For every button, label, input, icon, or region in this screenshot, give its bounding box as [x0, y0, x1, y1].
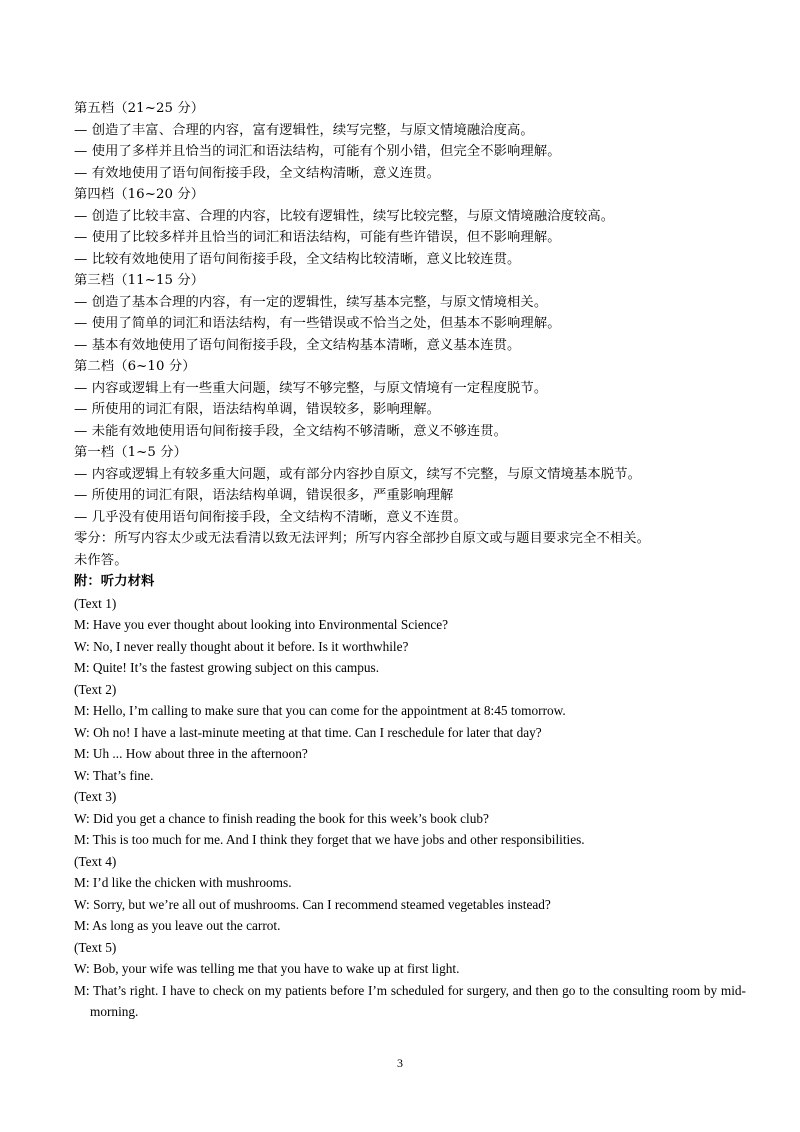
- rubric-criterion: — 使用了比较多样并且恰当的词汇和语法结构，可能有些许错误，但不影响理解。: [74, 230, 561, 245]
- rubric-criterion: — 创造了基本合理的内容，有一定的逻辑性，续写基本完整，与原文情境相关。: [74, 294, 548, 310]
- rubric-criterion: — 有效地使用了语句间衔接手段，全文结构清晰，意义连贯。: [74, 165, 441, 181]
- rubric-criterion: — 比较有效地使用了语句间衔接手段，全文结构比较清晰，意义比较连贯。: [74, 251, 521, 267]
- unanswered-note: 未作答。: [74, 552, 128, 568]
- transcript-label: (Text 5): [74, 939, 117, 955]
- dialogue-line: M: Hello, I’m calling to make sure that you can come for the appointment at 8:45 tomorrow.: [74, 703, 566, 718]
- transcript-label: (Text 4): [74, 853, 117, 869]
- grade-heading-2: 第二档（6~10 分）: [74, 359, 196, 374]
- rubric-criterion: — 内容或逻辑上有较多重大问题，或有部分内容抄自原文，续写不完整，与原文情境基本脱节。: [74, 466, 641, 482]
- transcript-label: (Text 2): [74, 681, 117, 697]
- rubric-criterion: — 创造了比较丰富、合理的内容，比较有逻辑性，续写比较完整，与原文情境融洽度较高。: [74, 208, 615, 224]
- rubric-criterion: — 基本有效地使用了语句间衔接手段，全文结构基本清晰，意义基本连贯。: [74, 337, 521, 353]
- dialogue-line: W: That’s fine.: [74, 767, 154, 783]
- grade-heading-4: 第四档（16~20 分）: [74, 187, 205, 202]
- transcript-label: (Text 1): [74, 595, 117, 611]
- rubric-criterion: — 所使用的词汇有限，语法结构单调，错误较多，影响理解。: [74, 402, 441, 417]
- dialogue-line: M: I’d like the chicken with mushrooms.: [74, 875, 292, 890]
- rubric-criterion: — 内容或逻辑上有一些重大问题，续写不够完整，与原文情境有一定程度脱节。: [74, 380, 548, 396]
- rubric-criterion: — 创造了丰富、合理的内容，富有逻辑性，续写完整，与原文情境融洽度高。: [74, 122, 534, 138]
- grade-heading-3: 第三档（11~15 分）: [74, 273, 205, 288]
- dialogue-line: M: This is too much for me. And I think they forget that we have jobs and other responsibilities.: [74, 832, 585, 847]
- rubric-criterion: — 所使用的词汇有限，语法结构单调，错误很多，严重影响理解: [74, 488, 454, 503]
- dialogue-line: W: No, I never really thought about it before. Is it worthwhile?: [74, 638, 409, 654]
- rubric-criterion: — 未能有效地使用语句间衔接手段，全文结构不够清晰，意义不够连贯。: [74, 423, 508, 439]
- rubric-criterion: — 使用了简单的词汇和语法结构，有一些错误或不恰当之处，但基本不影响理解。: [74, 316, 561, 331]
- appendix-title: 附：听力材料: [74, 574, 155, 589]
- dialogue-line: M: Uh ... How about three in the afternoon?: [74, 746, 308, 761]
- document-page: [74, 98, 746, 1023]
- transcript-label: (Text 3): [74, 789, 117, 804]
- grade-heading-1: 第一档（1~5 分）: [74, 445, 188, 460]
- page-number: 3: [397, 1056, 403, 1070]
- rubric-criterion: — 使用了多样并且恰当的词汇和语法结构，可能有个别小错，但完全不影响理解。: [74, 144, 561, 159]
- grade-heading-5: 第五档（21~25 分）: [74, 101, 205, 116]
- dialogue-line: W: Oh no! I have a last-minute meeting at that time. Can I reschedule for later that day?: [74, 724, 542, 740]
- rubric-criterion: — 几乎没有使用语句间衔接手段，全文结构不清晰，意义不连贯。: [74, 509, 467, 525]
- dialogue-line: W: Sorry, but we’re all out of mushrooms. Can I recommend steamed vegetables instead?: [74, 896, 551, 912]
- dialogue-line: M: Have you ever thought about looking into Environmental Science?: [74, 617, 449, 632]
- zero-score-note: 零分：所写内容太少或无法看清以致无法评判；所写内容全部抄自原文或与题目要求完全不相关。: [74, 531, 651, 546]
- dialogue-line: M: Quite! It’s the fastest growing subject on this campus.: [74, 660, 380, 675]
- dialogue-line: W: Bob, your wife was telling me that you have to wake up at first light.: [74, 961, 460, 976]
- dialogue-line: M: That’s right. I have to check on my patients before I’m scheduled for surgery, and then go to the consulting room by mid-morning.: [74, 982, 746, 1019]
- dialogue-line: M: As long as you leave out the carrot.: [74, 918, 281, 933]
- dialogue-line: W: Did you get a chance to finish reading the book for this week’s book club?: [74, 810, 489, 826]
